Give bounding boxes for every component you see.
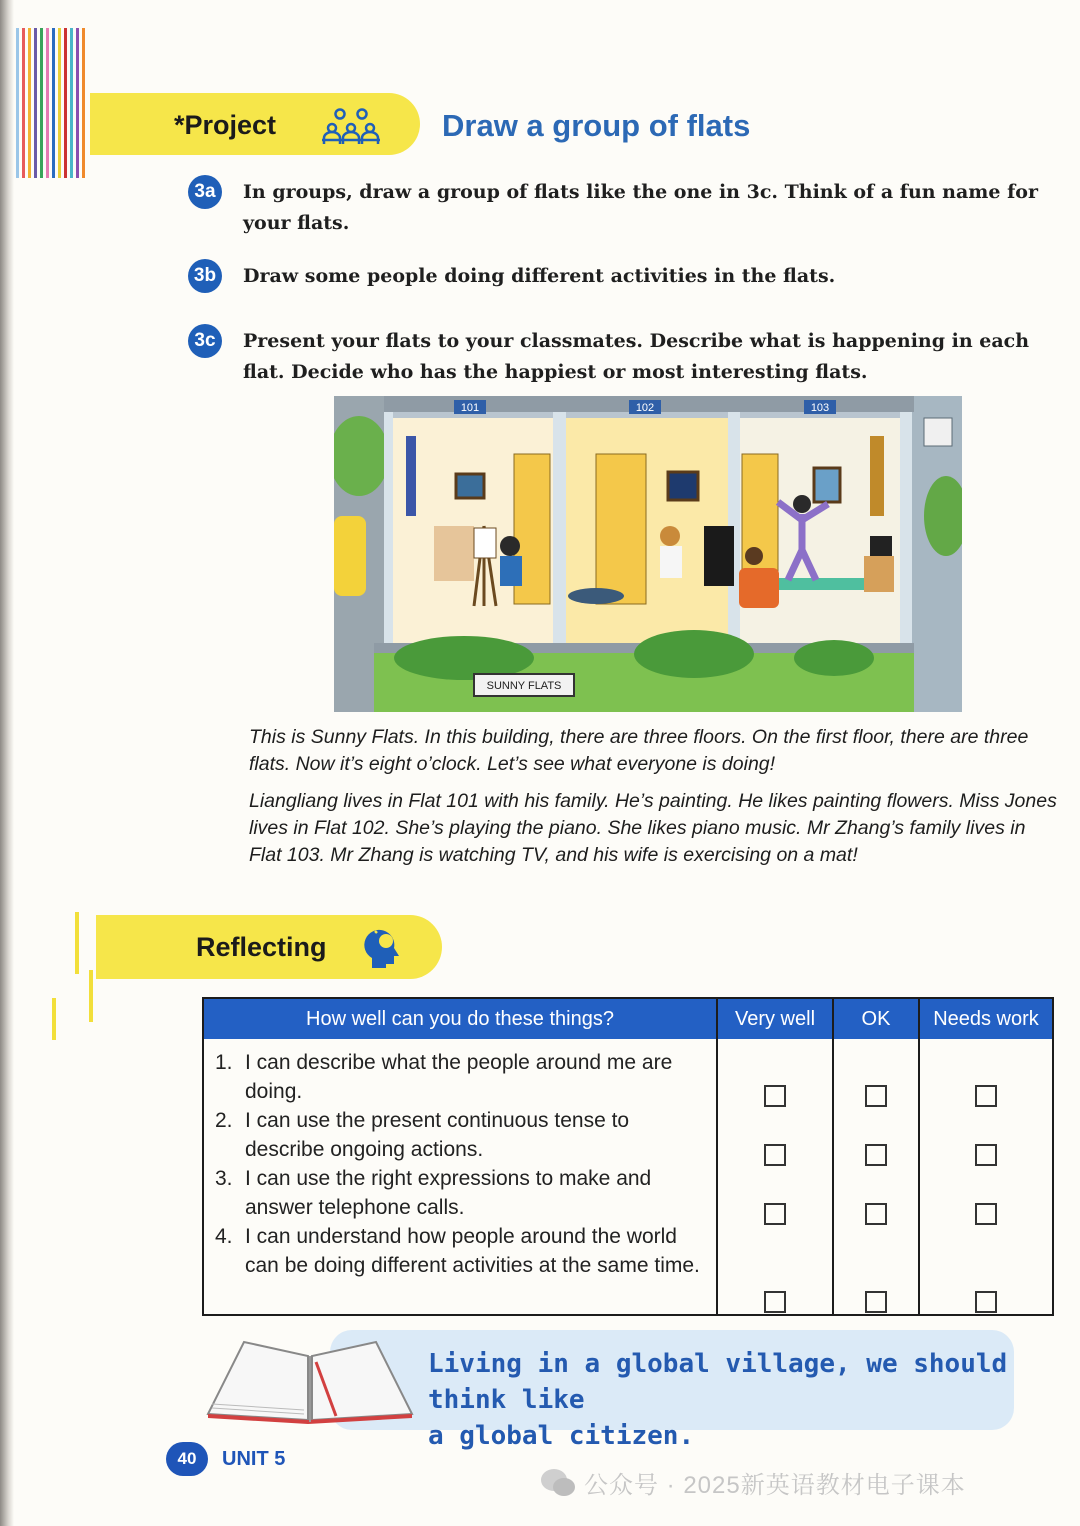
- header-ok: OK: [833, 998, 919, 1039]
- decorative-stripes: [16, 28, 96, 178]
- task-badge: 3a: [188, 175, 222, 209]
- note-line-2: a global citizen.: [428, 1421, 695, 1451]
- unit-label: UNIT 5: [222, 1448, 286, 1470]
- list-item: 4. I can understand how people around the world can be doing different activities at the same time.: [215, 1222, 707, 1312]
- items-cell: [203, 1039, 717, 1315]
- checkbox-ok-2[interactable]: [865, 1144, 887, 1166]
- sunny-flats-illustration: [334, 396, 962, 712]
- flat-number-101: 101: [460, 402, 480, 414]
- item-text: I can use the right expressions to make and answer telephone calls.: [245, 1167, 652, 1219]
- decorative-bar: [75, 912, 79, 974]
- task-text: In groups, draw a group of flats like the one in 3c. Think of a fun name for your flats.: [243, 181, 1038, 234]
- header-needs-work: Needs work: [919, 998, 1053, 1039]
- task-text: Present your flats to your classmates. Describe what is happening in each flat. Decide who has the happiest or most interesting flats.: [243, 330, 1030, 383]
- reflecting-table: [202, 997, 1054, 1316]
- reflecting-title: Reflecting: [196, 932, 327, 962]
- section-title: Draw a group of flats: [442, 108, 751, 143]
- flat-number-102: 102: [635, 402, 655, 414]
- header-very-well: Very well: [717, 998, 833, 1039]
- very-well-column: [717, 1039, 833, 1315]
- open-book-icon: [204, 1334, 416, 1426]
- checkbox-very-well-1[interactable]: [764, 1085, 786, 1107]
- list-item: 2. I can use the present continuous tense to describe ongoing actions.: [215, 1106, 707, 1164]
- item-text: I can understand how people around the world can be doing different activities at the same time.: [245, 1225, 700, 1277]
- sunny-flats-sign: SUNNY FLATS: [486, 680, 562, 692]
- item-text: I can describe what the people around me are doing.: [245, 1051, 673, 1103]
- checkbox-ok-4[interactable]: [865, 1291, 887, 1313]
- decorative-bar: [52, 998, 56, 1040]
- checkbox-ok-3[interactable]: [865, 1203, 887, 1225]
- checkbox-ok-1[interactable]: [865, 1085, 887, 1107]
- wechat-icon: [540, 1468, 576, 1498]
- needs-work-column: [919, 1039, 1053, 1315]
- page-number: 40: [166, 1442, 208, 1476]
- caption-details: Liangliang lives in Flat 101 with his family. He’s painting. He likes painting flowers. Miss Jones lives in Flat 102. She’s playing the piano. She likes piano music. Mr Zhang’s family lives in Flat 103. Mr Zhang is watching TV, and his wife is exercising on a mat!: [249, 790, 1057, 866]
- note-line-1: Living in a global village, we should think like: [428, 1349, 1008, 1415]
- flat-number-103: 103: [810, 402, 830, 414]
- list-item: 3. I can use the right expressions to make and answer telephone calls.: [215, 1164, 707, 1222]
- task-text: Draw some people doing different activities in the flats.: [243, 265, 836, 287]
- checkbox-needs-work-3[interactable]: [975, 1203, 997, 1225]
- ok-column: [833, 1039, 919, 1315]
- global-citizen-note: [428, 1346, 1080, 1454]
- header-question: How well can you do these things?: [203, 998, 717, 1039]
- list-item: 1. I can describe what the people around me are doing.: [215, 1048, 707, 1106]
- checkbox-very-well-4[interactable]: [764, 1291, 786, 1313]
- checkbox-very-well-3[interactable]: [764, 1203, 786, 1225]
- group-work-icon: [320, 106, 382, 146]
- page-binding-shadow: [0, 0, 14, 1526]
- project-label: *Project: [174, 110, 277, 140]
- thinking-head-icon: [362, 924, 408, 970]
- table-header-row: [203, 998, 1053, 1039]
- caption-intro: This is Sunny Flats. In this building, there are three floors. On the first floor, there are three flats. Now it’s eight o’clock. Let’s see what everyone is doing!: [249, 726, 1029, 775]
- checkbox-very-well-2[interactable]: [764, 1144, 786, 1166]
- decorative-bar: [89, 970, 93, 1022]
- checkbox-needs-work-2[interactable]: [975, 1144, 997, 1166]
- task-badge: 3b: [188, 259, 222, 293]
- checkbox-needs-work-4[interactable]: [975, 1291, 997, 1313]
- task-badge: 3c: [188, 324, 222, 358]
- checkbox-needs-work-1[interactable]: [975, 1085, 997, 1107]
- watermark-text: 公众号 · 2025新英语教材电子课本: [584, 1472, 966, 1499]
- table-row: [203, 1039, 1053, 1315]
- item-text: I can use the present continuous tense to describe ongoing actions.: [245, 1109, 630, 1161]
